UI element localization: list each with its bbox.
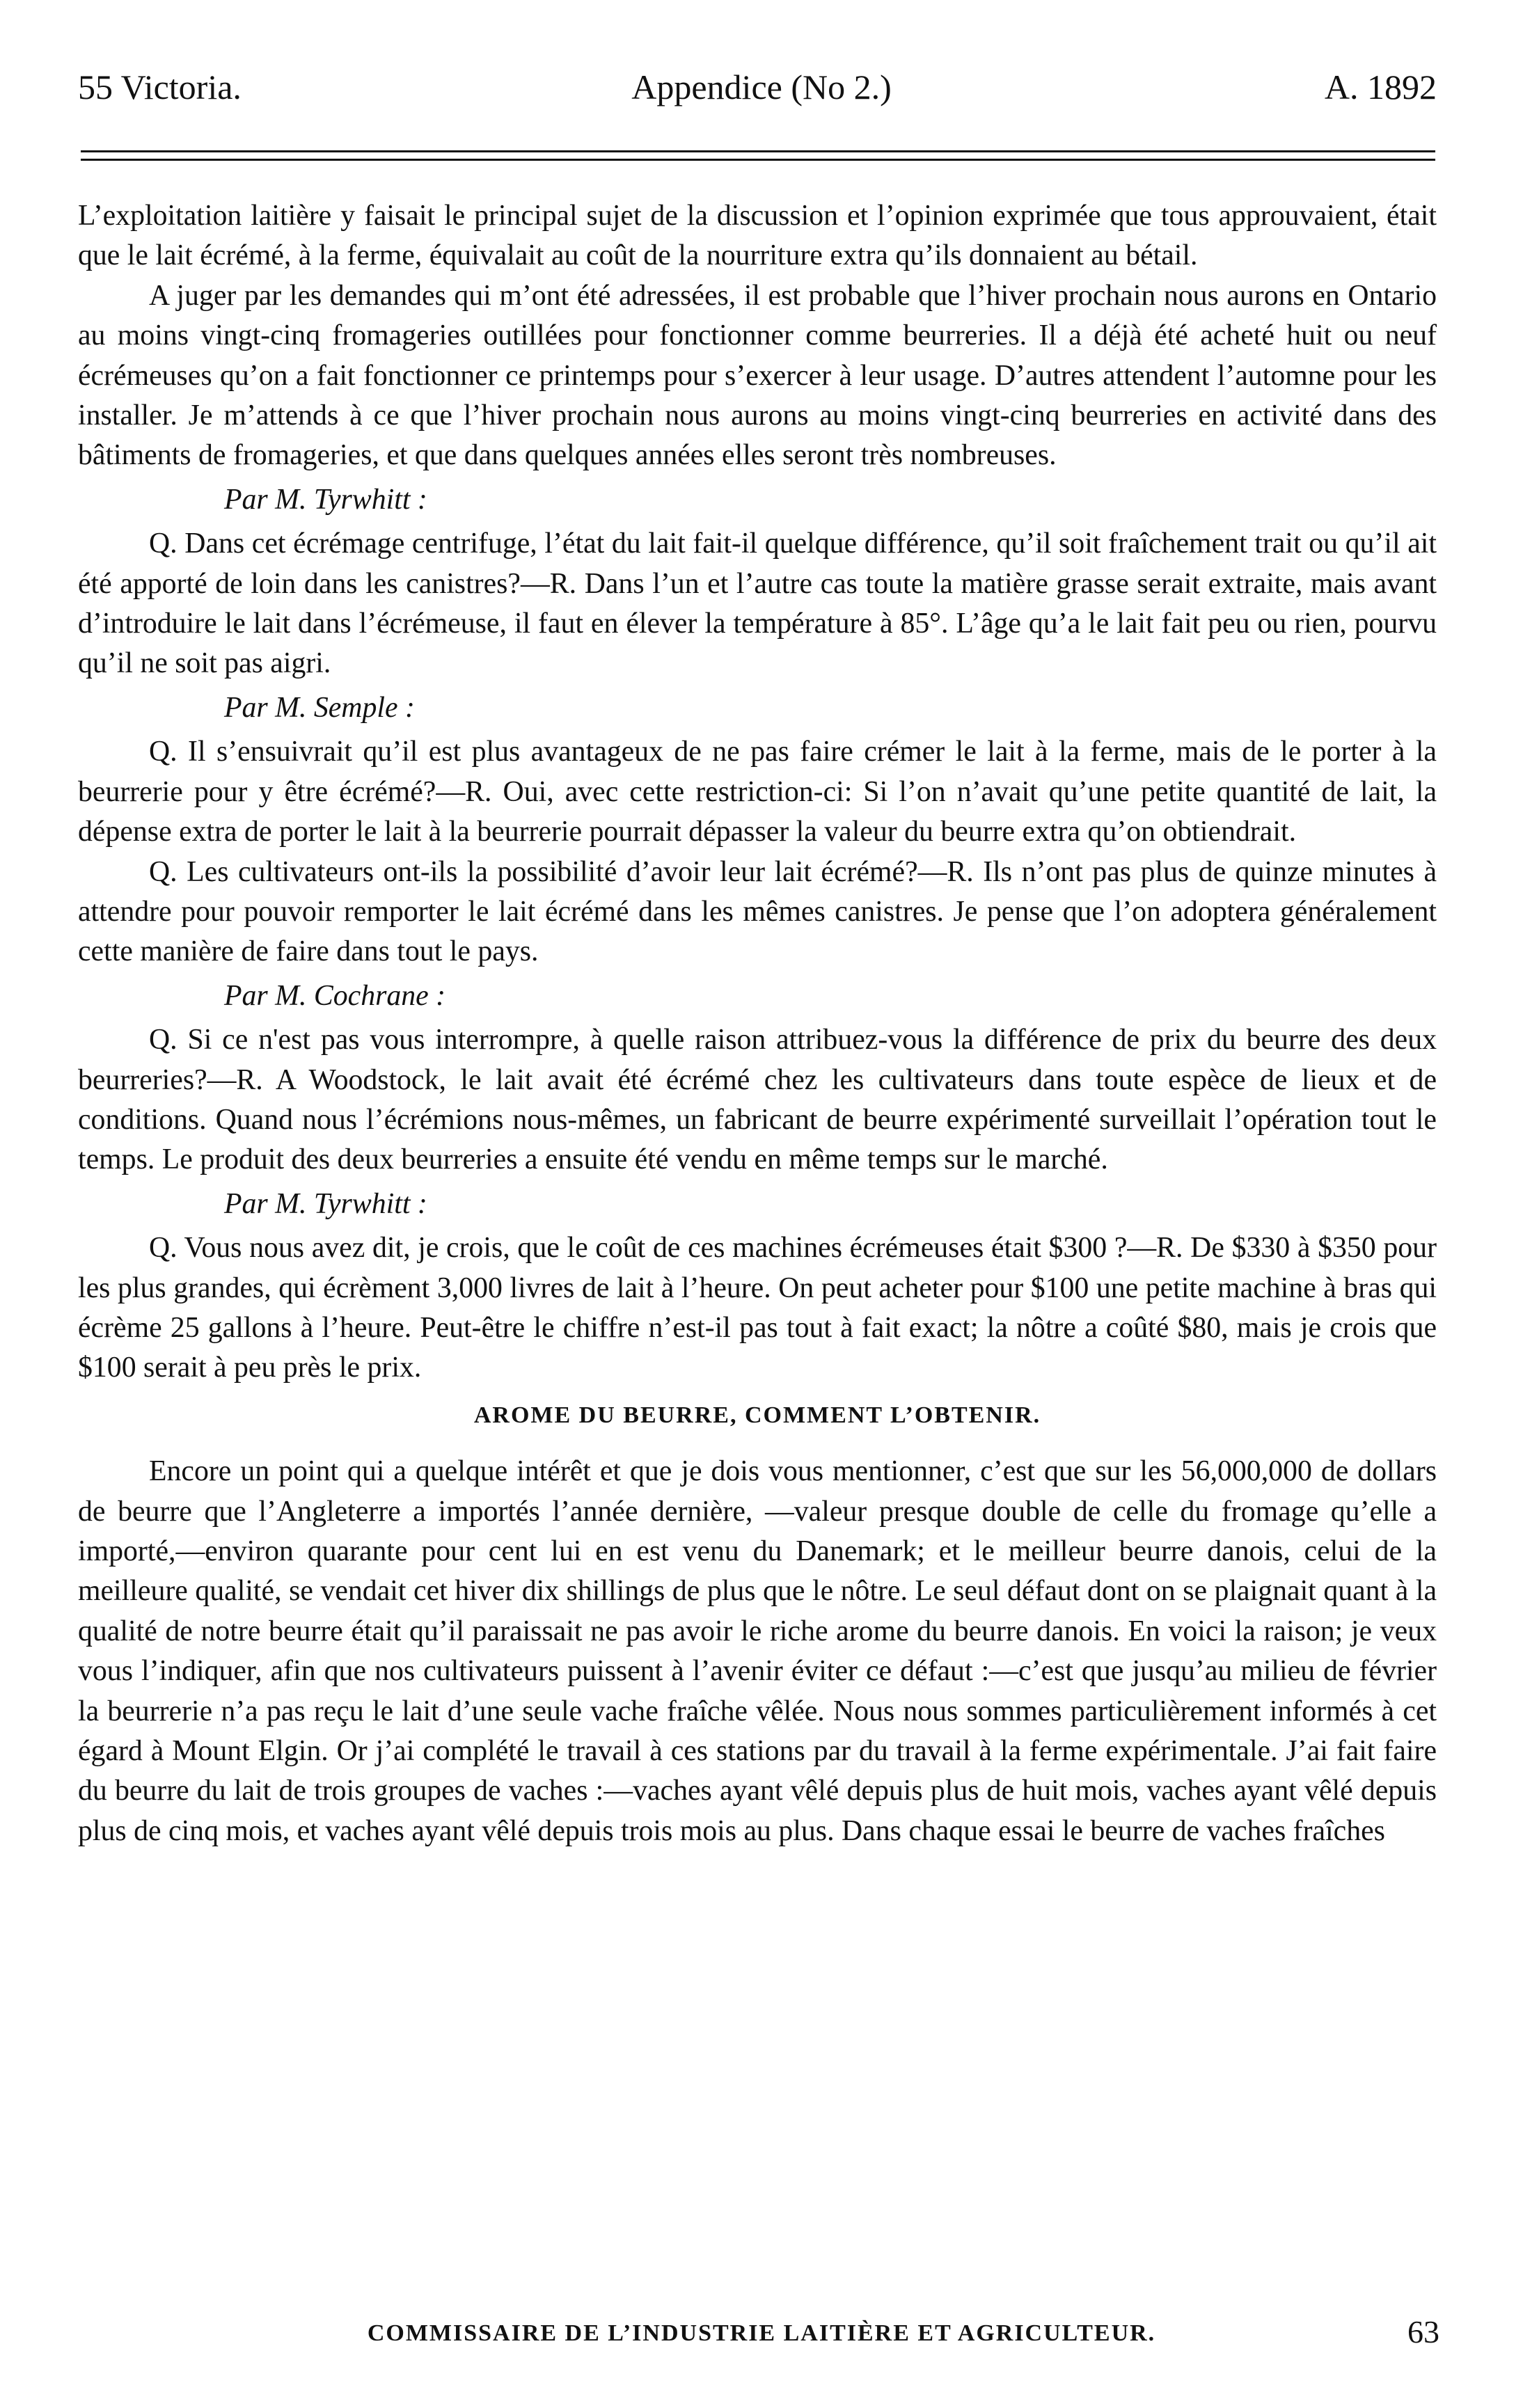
paragraph: Q. Il s’ensuivrait qu’il est plus avantageux de ne pas faire crémer le lait à la ferme, mais de le porter à la beurrerie pour y être écrémé?—R. Oui, avec cette restriction-ci: Si l’on n’avait qu’une petite quantité de lait, la dépense extra de porter le lait à la beurrerie pourrait dépasser la valeur du beurre extra qu’on obtiendrait. xyxy=(78,736,1437,848)
page-number: 63 xyxy=(1407,2314,1439,2350)
footer-text: COMMISSAIRE DE L’INDUSTRIE LAITIÈRE ET AGRICULTEUR. xyxy=(367,2320,1156,2346)
paragraph: A juger par les demandes qui m’ont été adressées, il est probable que l’hiver prochain nous aurons en Ontario au moins vingt-cinq fromageries outillées pour fonctionner comme beurreries. Il a déjà été acheté huit ou neuf écrémeuses qu’on a fait fonctionner ce printemps pour s’exercer à leur usage. D’autres attendent l’automne pour les installer. Je m’attends à ce que l’hiver prochain nous aurons au moins vingt-cinq beurreries en activité dans des bâtiments de fromageries, et que dans quelques années elles seront très nombreuses. xyxy=(78,279,1437,472)
header-rule-top xyxy=(81,150,1435,152)
paragraph: Q. Dans cet écrémage centrifuge, l’état du lait fait-il quelque différence, qu’il soit fraîchement trait ou qu’il ait été apporté de loin dans les canistres?—R. Dans l’un et l’autre cas toute la matière grasse serait extraite, mais avant d’introduire le lait dans l’écrémeuse, il faut en élever la température à 85°. L’âge qu’a le lait fait peu ou rien, pourvu qu’il ne soit pas aigri. xyxy=(78,528,1437,680)
speaker-heading: Par M. Semple : xyxy=(224,691,415,724)
speaker-heading: Par M. Tyrwhitt : xyxy=(224,1187,427,1220)
header-left: 55 Victoria. xyxy=(78,68,242,106)
body-text xyxy=(78,196,1437,1851)
header-rule-bottom xyxy=(81,159,1435,161)
speaker-heading: Par M. Tyrwhitt : xyxy=(224,483,427,516)
paragraph: Encore un point qui a quelque intérêt et que je dois vous mentionner, c’est que sur les 56,000,000 de dollars de beurre que l’Angleterre a importés l’année dernière, —valeur presque double de celle du fromage qu’elle a importé,—environ quarante pour cent lui en est venu du Danemark; et le meilleur beurre danois, celui de la meilleure qualité, se vendait cet hiver dix shillings de plus que le nôtre. Le seul défaut dont on se plaignait quant à la qualité de notre beurre était qu’il paraissait ne pas avoir le riche arome du beurre danois. En voici la raison; je veux vous l’indiquer, afin que nos cultivateurs puissent à l’avenir éviter ce défaut :—c’est que jusqu’au milieu de février la beurrerie n’a pas reçu le lait d’une seule vache fraîche vêlée. Nous nous sommes particulièrement informés à cet égard à Mount Elgin. Or j’ai complété le travail à ces stations par du travail à la ferme expérimentale. J’ai fait faire du beurre du lait de trois groupes de vaches :—vaches ayant vêlé depuis plus de huit mois, vaches ayant vêlé depuis plus de cinq mois, et vaches ayant vêlé depuis trois mois au plus. Dans chaque essai le beurre de vaches fraîches xyxy=(78,1455,1437,1847)
header-right: A. 1892 xyxy=(1324,68,1437,106)
paragraph: Q. Vous nous avez dit, je crois, que le coût de ces machines écrémeuses était $300 ?—R. De $330 à $350 pour les plus grandes, qui écrèment 3,000 livres de lait à l’heure. On peut acheter pour $100 une petite machine à bras qui écrème 25 gallons à l’heure. Peut-être le chiffre n’est-il pas tout à fait exact; la nôtre a coûté $80, mais je crois que $100 serait à peu près le prix. xyxy=(78,1232,1437,1384)
header-center: Appendice (No 2.) xyxy=(631,68,892,106)
paragraph: Q. Si ce n'est pas vous interrompre, à quelle raison attribuez-vous la différence de prix du beurre des deux beurreries?—R. A Woodstock, le lait avait été écrémé chez les cultivateurs dans toute espèce de lieux et de conditions. Quand nous l’écrémions nous-mêmes, un fabricant de beurre expérimenté surveillait l’opération tout le temps. Le produit des deux beurreries a ensuite été vendu en même temps sur le marché. xyxy=(78,1024,1437,1176)
paragraph: Q. Les cultivateurs ont-ils la possibilité d’avoir leur lait écrémé?—R. Ils n’ont pas plus de quinze minutes à attendre pour pouvoir remporter le lait écrémé dans les mêmes canistres. Je pense que l’on adoptera généralement cette manière de faire dans tout le pays. xyxy=(78,855,1437,968)
speaker-heading: Par M. Cochrane : xyxy=(224,979,446,1012)
paragraph: L’exploitation laitière y faisait le principal sujet de la discussion et l’opinion exprimée que tous approuvaient, était que le lait écrémé, à la ferme, équivalait au coût de la nourriture extra qu’ils donnaient au bétail. xyxy=(78,200,1437,272)
section-heading: AROME DU BEURRE, COMMENT L’OBTENIR. xyxy=(473,1402,1041,1428)
